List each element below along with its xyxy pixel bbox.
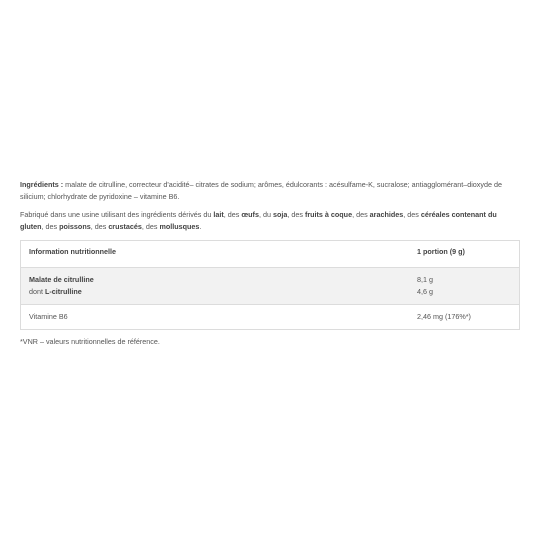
ingredients-label: Ingrédients :: [20, 180, 64, 189]
allergen-text: , du: [258, 210, 273, 219]
ingredients-paragraph: [20, 179, 522, 203]
nutrient-value: 2,46 mg (176%*): [417, 312, 471, 321]
allergen-term: crustacés: [108, 222, 142, 231]
allergen-term: mollusques: [159, 222, 200, 231]
nutrition-table: [20, 240, 520, 330]
nutrient-name: [29, 274, 417, 286]
allergen-term: céréales contenant du gluten: [20, 210, 497, 231]
table-row: [21, 267, 519, 304]
nutrient-sub-prefix: dont: [29, 287, 45, 296]
allergens-paragraph: [20, 209, 522, 233]
footnote: *VNR – valeurs nutritionnelles de référence.: [20, 337, 160, 346]
allergen-term: lait: [213, 210, 224, 219]
allergen-term: œufs: [241, 210, 259, 219]
nutrient-sub-label: L-citrulline: [45, 287, 82, 296]
nutrient-sub-value: 4,6 g: [417, 287, 433, 296]
nutrition-table-header: [21, 241, 519, 267]
table-row: [21, 304, 519, 329]
nutrient-value: 8,1 g: [417, 275, 433, 284]
allergen-text: , des: [41, 222, 60, 231]
header-portion: 1 portion (9 g): [417, 247, 465, 256]
product-details: [20, 179, 522, 348]
ingredients-text: malate de citrulline, correcteur d'acidité– citrates de sodium; arômes, édulcorants : acésulfame-K, sucralose; antiagglomérant–dioxyde de silicium; chlorhydrate de pyridoxine – vitamine B6.: [20, 180, 502, 201]
allergen-term: arachides: [369, 210, 404, 219]
allergen-text: , des: [223, 210, 242, 219]
allergen-text: , des: [141, 222, 160, 231]
nutrient-name: Vitamine B6: [29, 312, 68, 321]
allergen-term: poissons: [59, 222, 91, 231]
allergen-text: , des: [352, 210, 370, 219]
nutrient-sub-name: [29, 286, 417, 298]
allergen-term: soja: [272, 210, 288, 219]
allergen-text: , des: [90, 222, 109, 231]
allergen-text: Fabriqué dans une usine utilisant des ingrédients dérivés du: [20, 210, 214, 219]
allergen-text: .: [199, 222, 202, 231]
nutrient-name-label: Malate de citrulline: [29, 275, 94, 284]
allergen-text: , des: [287, 210, 305, 219]
allergen-term: fruits à coque: [304, 210, 353, 219]
header-nutrition-info: Information nutritionnelle: [29, 247, 117, 256]
allergen-text: , des: [403, 210, 421, 219]
